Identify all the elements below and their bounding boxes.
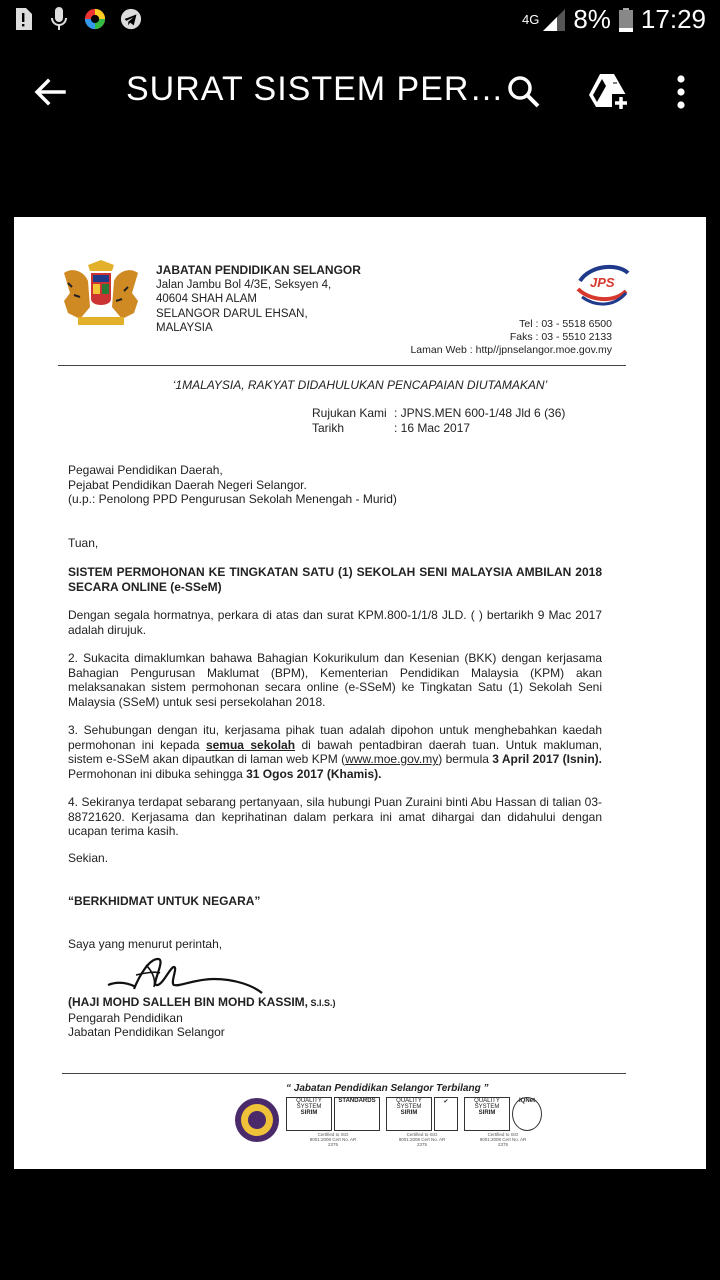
- certification-badges: [234, 1097, 542, 1147]
- paragraph-3-text: Permohonan ini dibuka sehingga: [68, 766, 247, 781]
- notification-icons: [12, 8, 142, 30]
- open-date: 3 April 2017 (Isnin).: [492, 752, 602, 766]
- footer-divider: [62, 1073, 626, 1074]
- signatory-name: (HAJI MOHD SALLEH BIN MOHD KASSIM,: [68, 995, 308, 1009]
- document-page[interactable]: [14, 217, 706, 1169]
- search-icon: [504, 72, 544, 112]
- address-line: 40604 SHAH ALAM: [156, 293, 258, 305]
- badge-label: QUALITY SYSTEM: [474, 1098, 500, 1110]
- emphasis-all-schools: semua sekolah: [205, 737, 296, 752]
- quality-system-badge: [386, 1097, 432, 1131]
- paragraph-2: 2. Sukacita dimaklumkan bahawa Bahagian Kokurikulum dan Kesenian (BKK) dengan kerjasama Bahagian Pengurusan Maklumat (BPM), Kementerian Pendidikan Malaysia (KPM) akan melaksanakan sistem permohonan secara online (e-SSeM) ke Tingkatan Satu (1) Sekolah Seni Malaysia (SSeM) untuk sesi persekolahan 2018.: [68, 651, 602, 709]
- address-line: SELANGOR DARUL EHSAN,: [156, 307, 308, 320]
- signatory-honorific: S.I.S.): [308, 998, 336, 1008]
- signatory-title: Pengarah Pendidikan: [68, 1010, 183, 1025]
- color-wheel-icon: [84, 8, 106, 30]
- close-date: 31 Ogos 2017 (Khamis).: [246, 766, 382, 781]
- fax: Faks : 03 - 5510 2133: [509, 331, 612, 343]
- paragraph-3-text: di bawah pentadbiran daerah tuan. Untuk makluman, sistem e-SSeM akan dipautkan di laman web KPM (: [68, 737, 603, 766]
- overflow-menu-button[interactable]: [666, 72, 696, 112]
- telegram-icon: [120, 8, 142, 30]
- network-type: 4G: [522, 11, 540, 27]
- battery-percent: 8%: [573, 4, 611, 34]
- badge-label: SIRIM: [400, 1110, 418, 1116]
- badge-label: IQNet: [518, 1098, 535, 1104]
- badge-label: STANDARDS: [338, 1098, 376, 1104]
- clock: 17:29: [640, 4, 706, 34]
- national-motto: ‘1MALAYSIA, RAKYAT DIDAHULUKAN PENCAPAIAN DIUTAMAKAN’: [172, 378, 548, 392]
- system-status: [522, 4, 706, 35]
- badge-label: QUALITY SYSTEM: [396, 1098, 422, 1110]
- badge-label: SIRIM: [478, 1110, 496, 1116]
- footer-motto: “ Jabatan Pendidikan Selangor Terbilang ”: [286, 1083, 489, 1094]
- closing: Sekian.: [68, 851, 109, 865]
- iqnet-badge: [512, 1097, 542, 1131]
- cert-caption: Certified to ISO 9001:2008 Cert No. AR 2375: [479, 1132, 527, 1147]
- website: Laman Web : http//jpnselangor.moe.gov.my: [410, 344, 612, 356]
- contact-block: [410, 318, 612, 357]
- moe-website-link[interactable]: www.moe.gov.my: [345, 752, 439, 766]
- jps-logo: [574, 261, 630, 309]
- paragraph-3-text: 3. Sehubungan dengan itu, kerjasama pihak tuan adalah dipohon untuk menghebahkan kaedah permohonan ini kepada: [68, 723, 602, 752]
- microphone-icon: [48, 8, 70, 30]
- date-label: Tarikh: [312, 421, 345, 435]
- telephone: Tel : 03 - 5518 6500: [519, 318, 612, 330]
- coat-of-arms-logo: [58, 259, 144, 329]
- date-value: : 16 Mac 2017: [394, 421, 471, 435]
- back-arrow-icon: [30, 72, 70, 112]
- jps-logo-text: JPS: [590, 275, 615, 290]
- overflow-menu-icon: [666, 72, 696, 112]
- reference-value: : JPNS.MEN 600-1/48 Jld 6 (36): [394, 406, 566, 420]
- paragraph-intro: Dengan segala hormatnya, perkara di atas dan surat KPM.800-1/1/8 JLD. ( ) bertarikh 9 Mac 2017 adalah dirujuk.: [68, 608, 602, 637]
- sim-alert-icon: [12, 8, 34, 30]
- recipient-line: Pegawai Pendidikan Daerah,: [68, 463, 223, 477]
- recipient-block: [68, 463, 602, 507]
- paragraph-3: [68, 723, 602, 781]
- slogan: “BERKHIDMAT UNTUK NEGARA”: [68, 894, 261, 908]
- header-divider: [58, 365, 626, 366]
- letter-subject: SISTEM PERMOHONAN KE TINGKATAN SATU (1) SEKOLAH SENI MALAYSIA AMBILAN 2018 SECARA ONLINE (e-SSeM): [68, 565, 602, 594]
- address-line: MALAYSIA: [156, 322, 213, 334]
- ukas-badge: ✔: [434, 1097, 458, 1131]
- badge-label: SIRIM: [300, 1110, 318, 1116]
- battery-icon: [619, 8, 633, 32]
- paragraph-3-text: ) bermula: [438, 752, 493, 766]
- reference-label: Rujukan Kami: [312, 406, 387, 420]
- document-title: SURAT SISTEM PER…: [126, 70, 505, 108]
- quality-system-badge: [286, 1097, 332, 1131]
- signatory-block: [68, 995, 602, 1040]
- signal-icon: [543, 9, 565, 31]
- organization-seal-icon: [234, 1097, 280, 1143]
- organization-name: JABATAN PENDIDIKAN SELANGOR: [156, 263, 361, 277]
- organization-address: [156, 263, 361, 336]
- signatory-department: Jabatan Pendidikan Selangor: [68, 1025, 225, 1039]
- cert-caption: Certified to ISO 9001:2008 Cert No. AR 2375: [309, 1132, 357, 1147]
- app-bar: [0, 40, 720, 144]
- badge-label: QUALITY SYSTEM: [296, 1098, 322, 1110]
- quality-system-badge: [464, 1097, 510, 1131]
- back-button[interactable]: [30, 72, 70, 112]
- address-line: Jalan Jambu Bol 4/3E, Seksyen 4,: [156, 278, 332, 291]
- add-to-drive-button[interactable]: [586, 70, 630, 114]
- recipient-line: (u.p.: Penolong PPD Pengurusan Sekolah Menengah - Murid): [68, 492, 397, 506]
- search-button[interactable]: [504, 72, 544, 112]
- reference-block: [312, 406, 565, 436]
- status-bar: [0, 0, 720, 40]
- paragraph-4: 4. Sekiranya terdapat sebarang pertanyaan, sila hubungi Puan Zuraini binti Abu Hassan di talian 03-88721620. Kerjasama dan keprihatinan dalam perkara ini amat dihargai dan didahului dengan ucapan terima kasih.: [68, 795, 602, 838]
- salutation: Tuan,: [68, 536, 99, 550]
- order-line: Saya yang menurut perintah,: [68, 937, 223, 951]
- recipient-line: Pejabat Pendidikan Daerah Negeri Selangor.: [68, 477, 307, 492]
- drive-add-icon: [586, 70, 630, 114]
- standards-badge: [334, 1097, 380, 1131]
- cert-caption: Certified to ISO 9001:2008 Cert No. AR 2375: [398, 1132, 446, 1147]
